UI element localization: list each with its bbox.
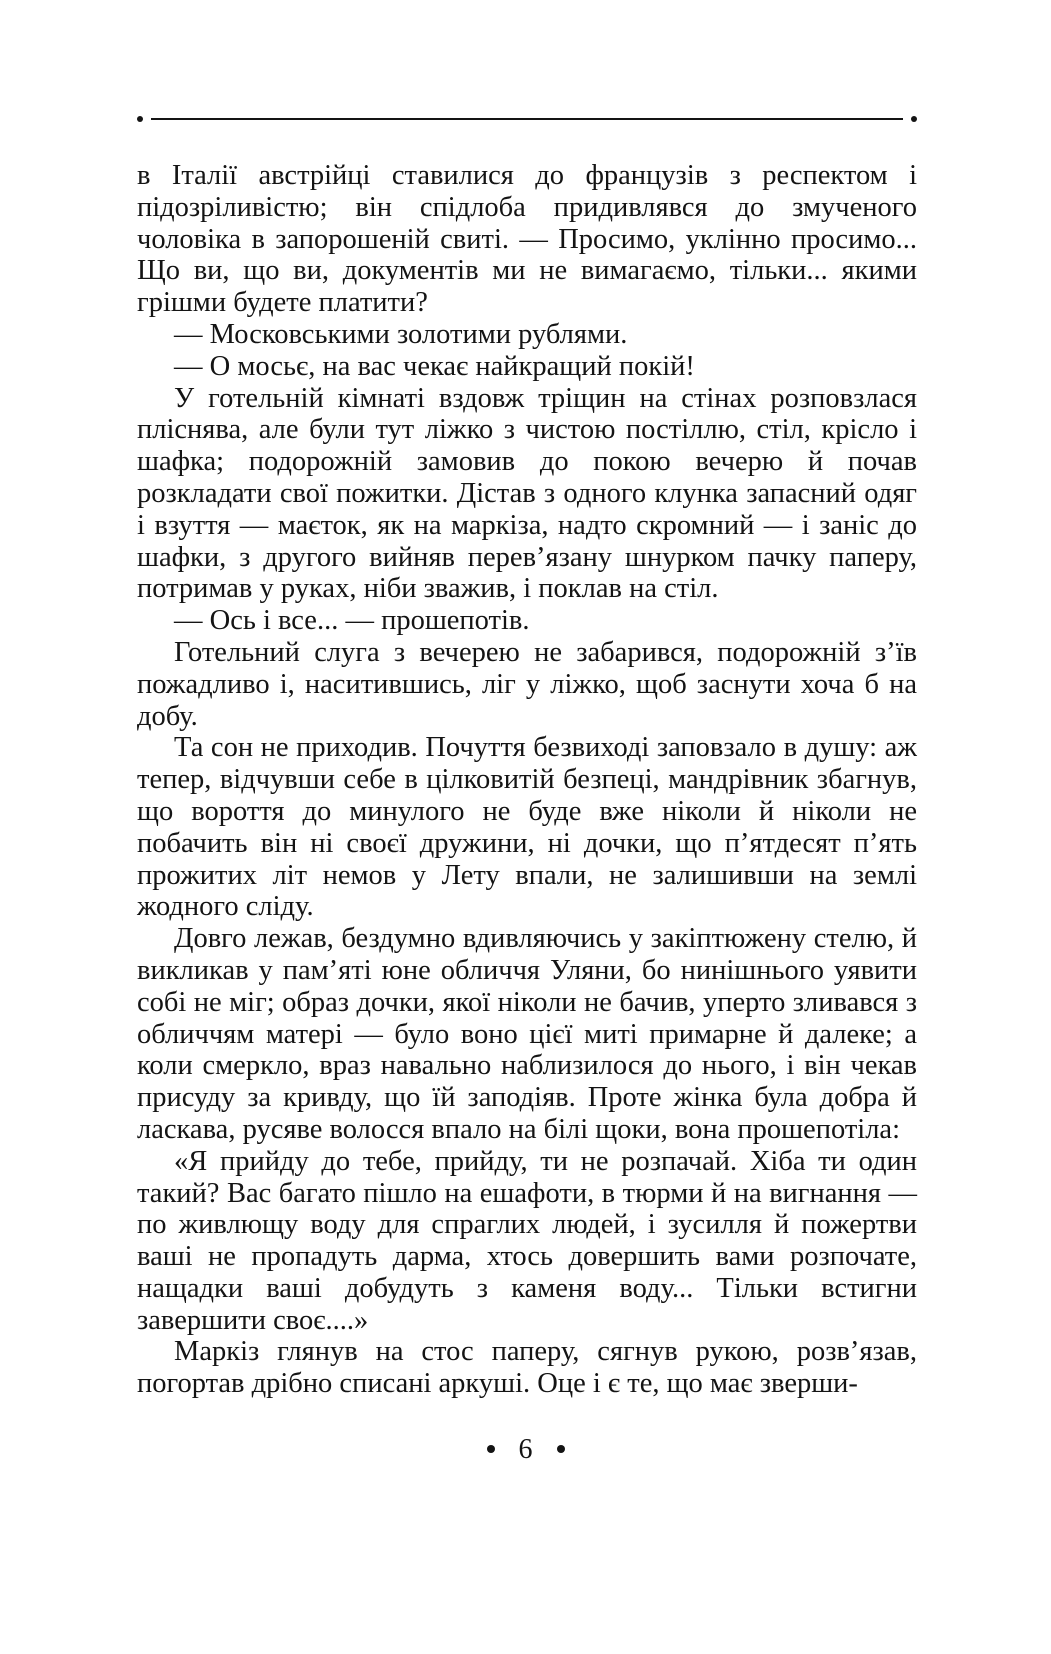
rule-dot-left [137,116,143,122]
folio-dot-right [557,1445,565,1453]
paragraph: Маркіз глянув на стос паперу, сягнув рукою, розв’язав, погортав дрібно списані аркуші. Оце і є те, що має зверши- [137,1336,917,1400]
top-rule [137,114,917,126]
rule-dot-right [911,116,917,122]
page-number-value: 6 [518,1434,533,1465]
paragraph: — Московськими золотими рублями. [174,318,628,350]
body-text [137,160,917,1400]
paragraph: в Італії австрійці ставилися до французів з респектом і підозріливістю; він спідлоба придивлявся до змученого чоловіка в запорошеній свиті. — Просимо, уклінно просимо... Що ви, що ви, документів ми не вимагаємо, тільки... якими грішми будете платити? [137,160,917,319]
paragraph: Готельний слуга з вечерею не забарився, подорожній з’їв пожадливо і, наситившись, ліг у ліжко, щоб заснути хоча б на добу. [137,636,917,732]
page-number [0,1434,1051,1466]
paragraph: У готельній кімнаті вздовж тріщин на стінах розповзлася пліснява, але були тут ліжко з чистою постіллю, стіл, крісло і шафка; подорожній замовив до покою вечерю й почав розкладати свої пожитки. Дістав з одного клунка запасний одяг і взуття — маєток, як на маркіза, надто скромний — і заніс до шафки, з другого вийняв перев’язану шнурком пачку паперу, потримав у руках, ніби зважив, і поклав на стіл. [137,382,917,605]
paragraph: — Ось і все... — прошепотів. [174,605,530,637]
paragraph: — О мосьє, на вас чекає найкращий покій! [174,350,695,382]
folio-dot-left [487,1445,495,1453]
rule-line [151,118,903,120]
paragraph: Та сон не приходив. Почуття безвиході заповзало в душу: аж тепер, відчувши себе в цілковитій безпеці, мандрівник збагнув, що вороття до минулого не буде вже ніколи й ніколи не побачить він ні своєї дружини, ні дочки, що п’ятдесят п’ять прожитих літ немов у Лету впали, не залишивши на землі жодного сліду. [137,732,917,923]
paragraph: Довго лежав, бездумно вдивляючись у закіптюжену стелю, й викликав у пам’яті юне обличчя Уляни, бо нинішнього уявити собі не міг; образ дочки, якої ніколи не бачив, уперто зливався з обличчям матері — було воно цієї миті примарне й далеке; а коли смеркло, враз навально наблизилося до нього, і він чекав присуду за кривду, що їй заподіяв. Проте жінка була добра й ласкава, русяве волосся впало на білі щоки, вона прошепотіла: [137,923,917,1145]
paragraph: «Я прийду до тебе, прийду, ти не розпачай. Хіба ти один такий? Вас багато пішло на ешафоти, в тюрми й на вигнання — по живлющу воду для спраглих людей, і зусилля й пожертви ваші не пропадуть дарма, хтось довершить вами розпочате, нащадки ваші добудуть з каменя воду... Тільки встигни завершити своє....» [137,1145,917,1336]
